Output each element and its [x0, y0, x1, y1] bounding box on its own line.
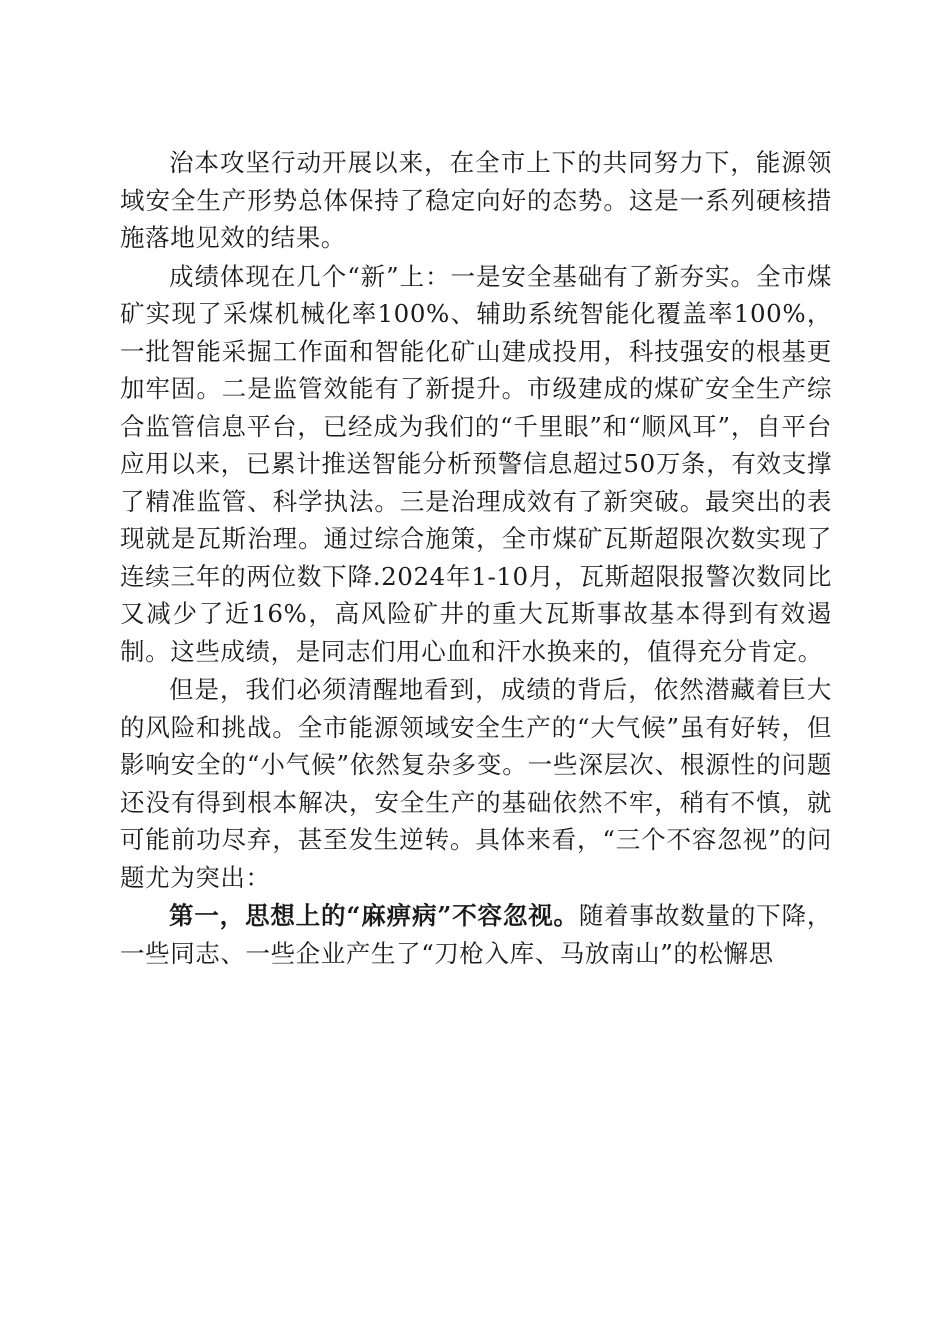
paragraph-achievements: 成绩体现在几个“新”上：一是安全基础有了新夯实。全市煤矿实现了采煤机械化率100%、辅助系统智能化覆盖率100%，一批智能采掘工作面和智能化矿山建成投用，科技强安的根基更加牢固。二是监管效能有了新提升。市级建成的煤矿安全生产综合监管信息平台，已经成为我们的“千里眼”和“顺风耳”，自平台应用以来，已累计推送智能分析预警信息超过50万条，有效支撑了精准监管、科学执法。三是治理成效有了新突破。最突出的表现就是瓦斯治理。通过综合施策，全市煤矿瓦斯超限次数实现了连续三年的两位数下降.2024年1-10月，瓦斯超限报警次数同比又减少了近16%，高风险矿井的重大瓦斯事故基本得到有效遏制。这些成绩，是同志们用心血和汗水换来的，值得充分肯定。: [120, 261, 832, 666]
paragraph-first-issue-text: 随着事故数量的下降，一些同志、一些企业产生了“刀枪入库、马放南山”的松懈思: [120, 901, 833, 968]
document-body: [120, 144, 832, 973]
paragraph-intro: 治本攻坚行动开展以来，在全市上下的共同努力下，能源领域安全生产形势总体保持了稳定向好的态势。这是一系列硬核措施落地见效的结果。: [120, 148, 832, 252]
paragraph-first-issue: [120, 897, 832, 972]
paragraph-first-issue-lead: 第一，思想上的“麻痹病”不容忽视。: [169, 901, 579, 930]
paragraph-risks: 但是，我们必须清醒地看到，成绩的背后，依然潜藏着巨大的风险和挑战。全市能源领域安全生产的“大气候”虽有好转，但影响安全的“小气候”依然复杂多变。一些深层次、根源性的问题还没有得到根本解决，安全生产的基础依然不牢，稍有不慎，就可能前功尽弃，甚至发生逆转。具体来看，“三个不容忽视”的问题尤为突出：: [120, 675, 832, 892]
